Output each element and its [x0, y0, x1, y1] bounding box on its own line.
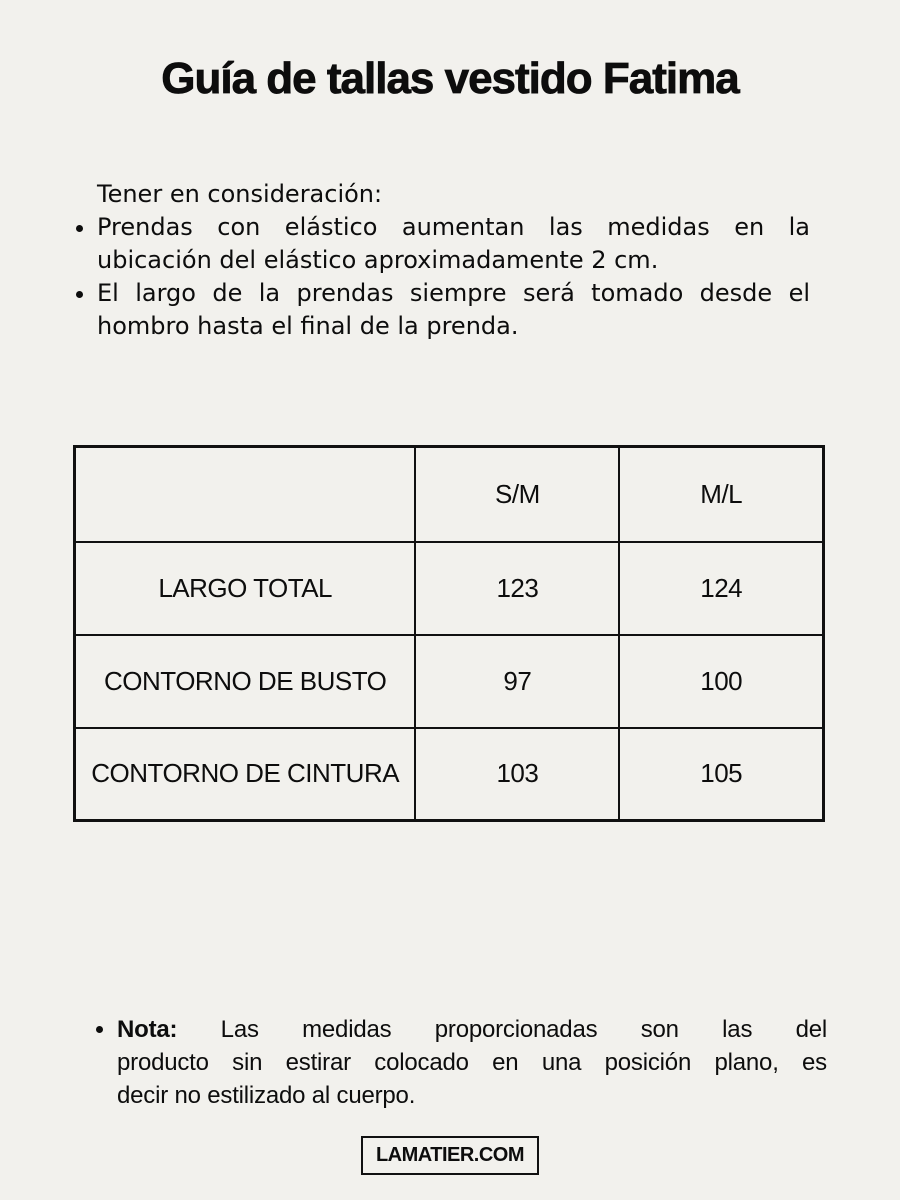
row-label-contorno-cintura: CONTORNO DE CINTURA — [75, 728, 416, 821]
brand-badge-row — [0, 1136, 900, 1175]
value-contorno-busto-sm: 97 — [415, 635, 619, 728]
considerations-section — [75, 178, 810, 343]
column-header-ml: M/L — [619, 447, 823, 542]
consideration-line: • El largo de la prendas siempre será tomado desde el — [97, 279, 810, 307]
note-line — [117, 1013, 827, 1046]
note-label: Nota: — [117, 1016, 178, 1043]
note-text: Las medidas proporcionadas son las del — [220, 1016, 828, 1043]
value-contorno-cintura-sm: 103 — [415, 728, 619, 821]
considerations-list — [75, 211, 810, 343]
size-table — [73, 445, 825, 822]
value-largo-total-sm: 123 — [415, 542, 619, 635]
size-table-header-row — [75, 447, 824, 542]
note-line: decir no estilizado al cuerpo. — [117, 1082, 416, 1109]
row-label-largo-total: LARGO TOTAL — [75, 542, 416, 635]
consideration-item — [97, 211, 810, 277]
column-header-blank — [75, 447, 416, 542]
consideration-item — [97, 277, 810, 343]
brand-text: LAMATIER.COM — [375, 1144, 525, 1166]
table-row — [75, 728, 824, 821]
column-header-sm: S/M — [415, 447, 619, 542]
note-section — [93, 1013, 827, 1112]
value-largo-total-ml: 124 — [619, 542, 823, 635]
row-label-contorno-busto: CONTORNO DE BUSTO — [75, 635, 416, 728]
note-line: producto sin estirar colocado en una posición plano, es — [117, 1049, 827, 1076]
value-contorno-busto-ml: 100 — [619, 635, 823, 728]
note-item — [117, 1013, 827, 1112]
consideration-line: hombro hasta el final de la prenda. — [97, 312, 519, 340]
table-row — [75, 635, 824, 728]
brand-badge — [361, 1136, 539, 1175]
considerations-heading: Tener en consideración: — [97, 180, 383, 208]
table-row — [75, 542, 824, 635]
value-contorno-cintura-ml: 105 — [619, 728, 823, 821]
page-title: Guía de tallas vestido Fatima — [161, 54, 739, 103]
consideration-line: • Prendas con elástico aumentan las medidas en la — [97, 213, 810, 241]
consideration-line: ubicación del elástico aproximadamente 2 cm. — [97, 246, 659, 274]
note-list — [93, 1013, 827, 1112]
